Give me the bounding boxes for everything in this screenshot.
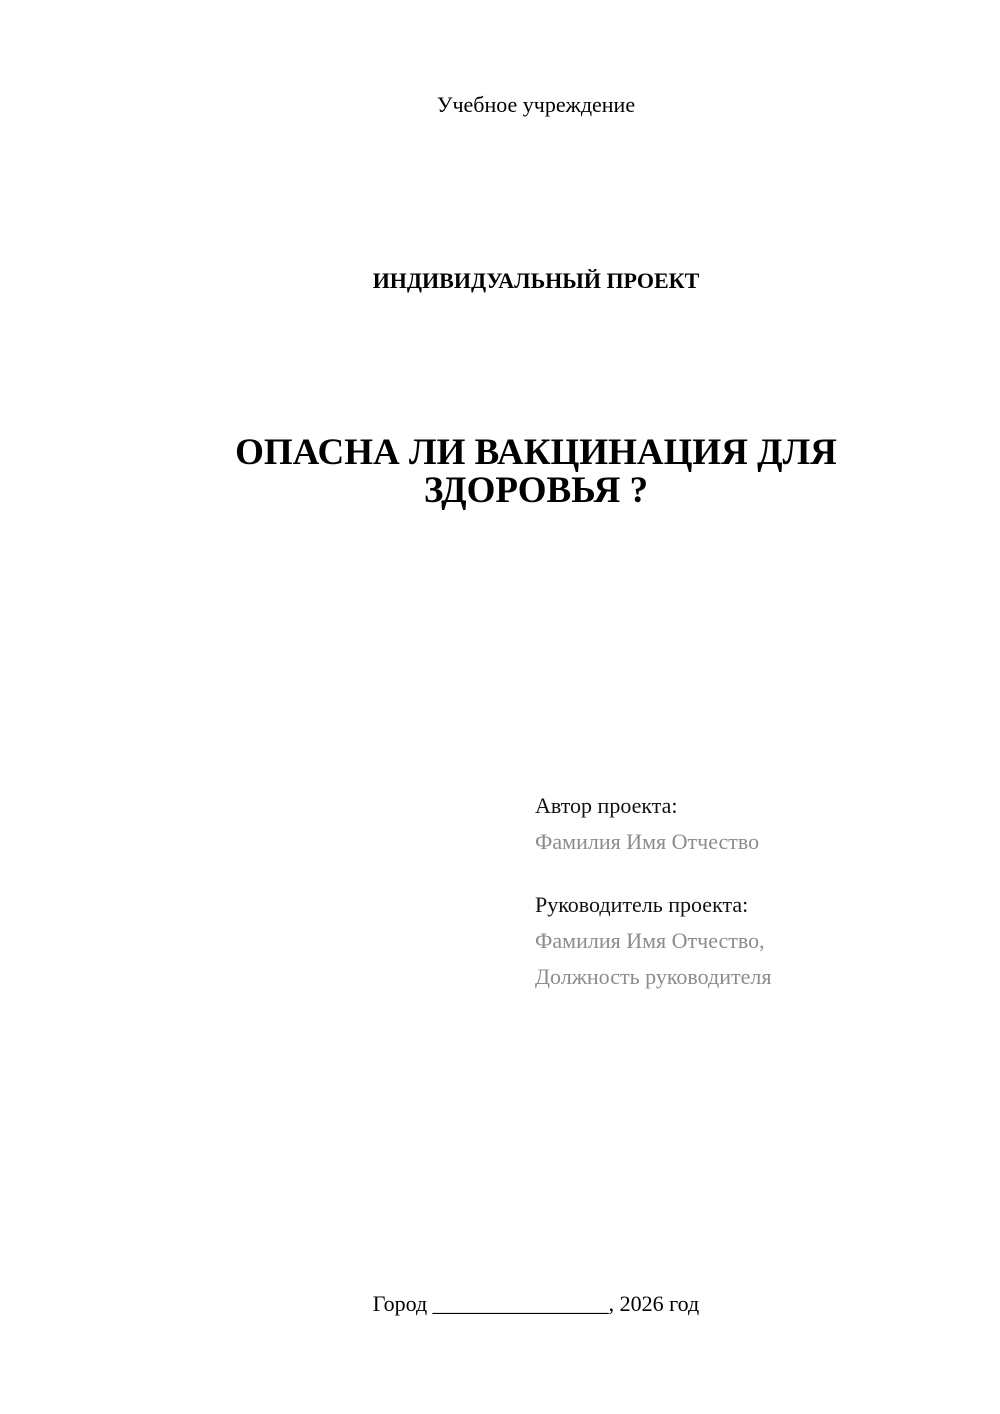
info-spacer [535,860,975,887]
project-title [200,434,872,510]
project-title-line-1: ОПАСНА ЛИ ВАКЦИНАЦИЯ ДЛЯ [235,432,837,473]
project-title-line-2: ЗДОРОВЬЯ ? [423,470,649,511]
project-info-block [535,788,975,995]
author-name: Фамилия Имя Отчество [535,829,760,854]
institution-name: Учебное учреждение [436,92,636,117]
supervisor-name: Фамилия Имя Отчество, [535,928,765,953]
document-type: ИНДИВИДУАЛЬНЫЙ ПРОЕКТ [372,268,700,293]
city-year-line: Город ________________, 2026 год [372,1291,700,1316]
supervisor-position: Должность руководителя [535,964,772,989]
supervisor-label: Руководитель проекта: [535,892,749,917]
author-label: Автор проекта: [535,793,678,818]
